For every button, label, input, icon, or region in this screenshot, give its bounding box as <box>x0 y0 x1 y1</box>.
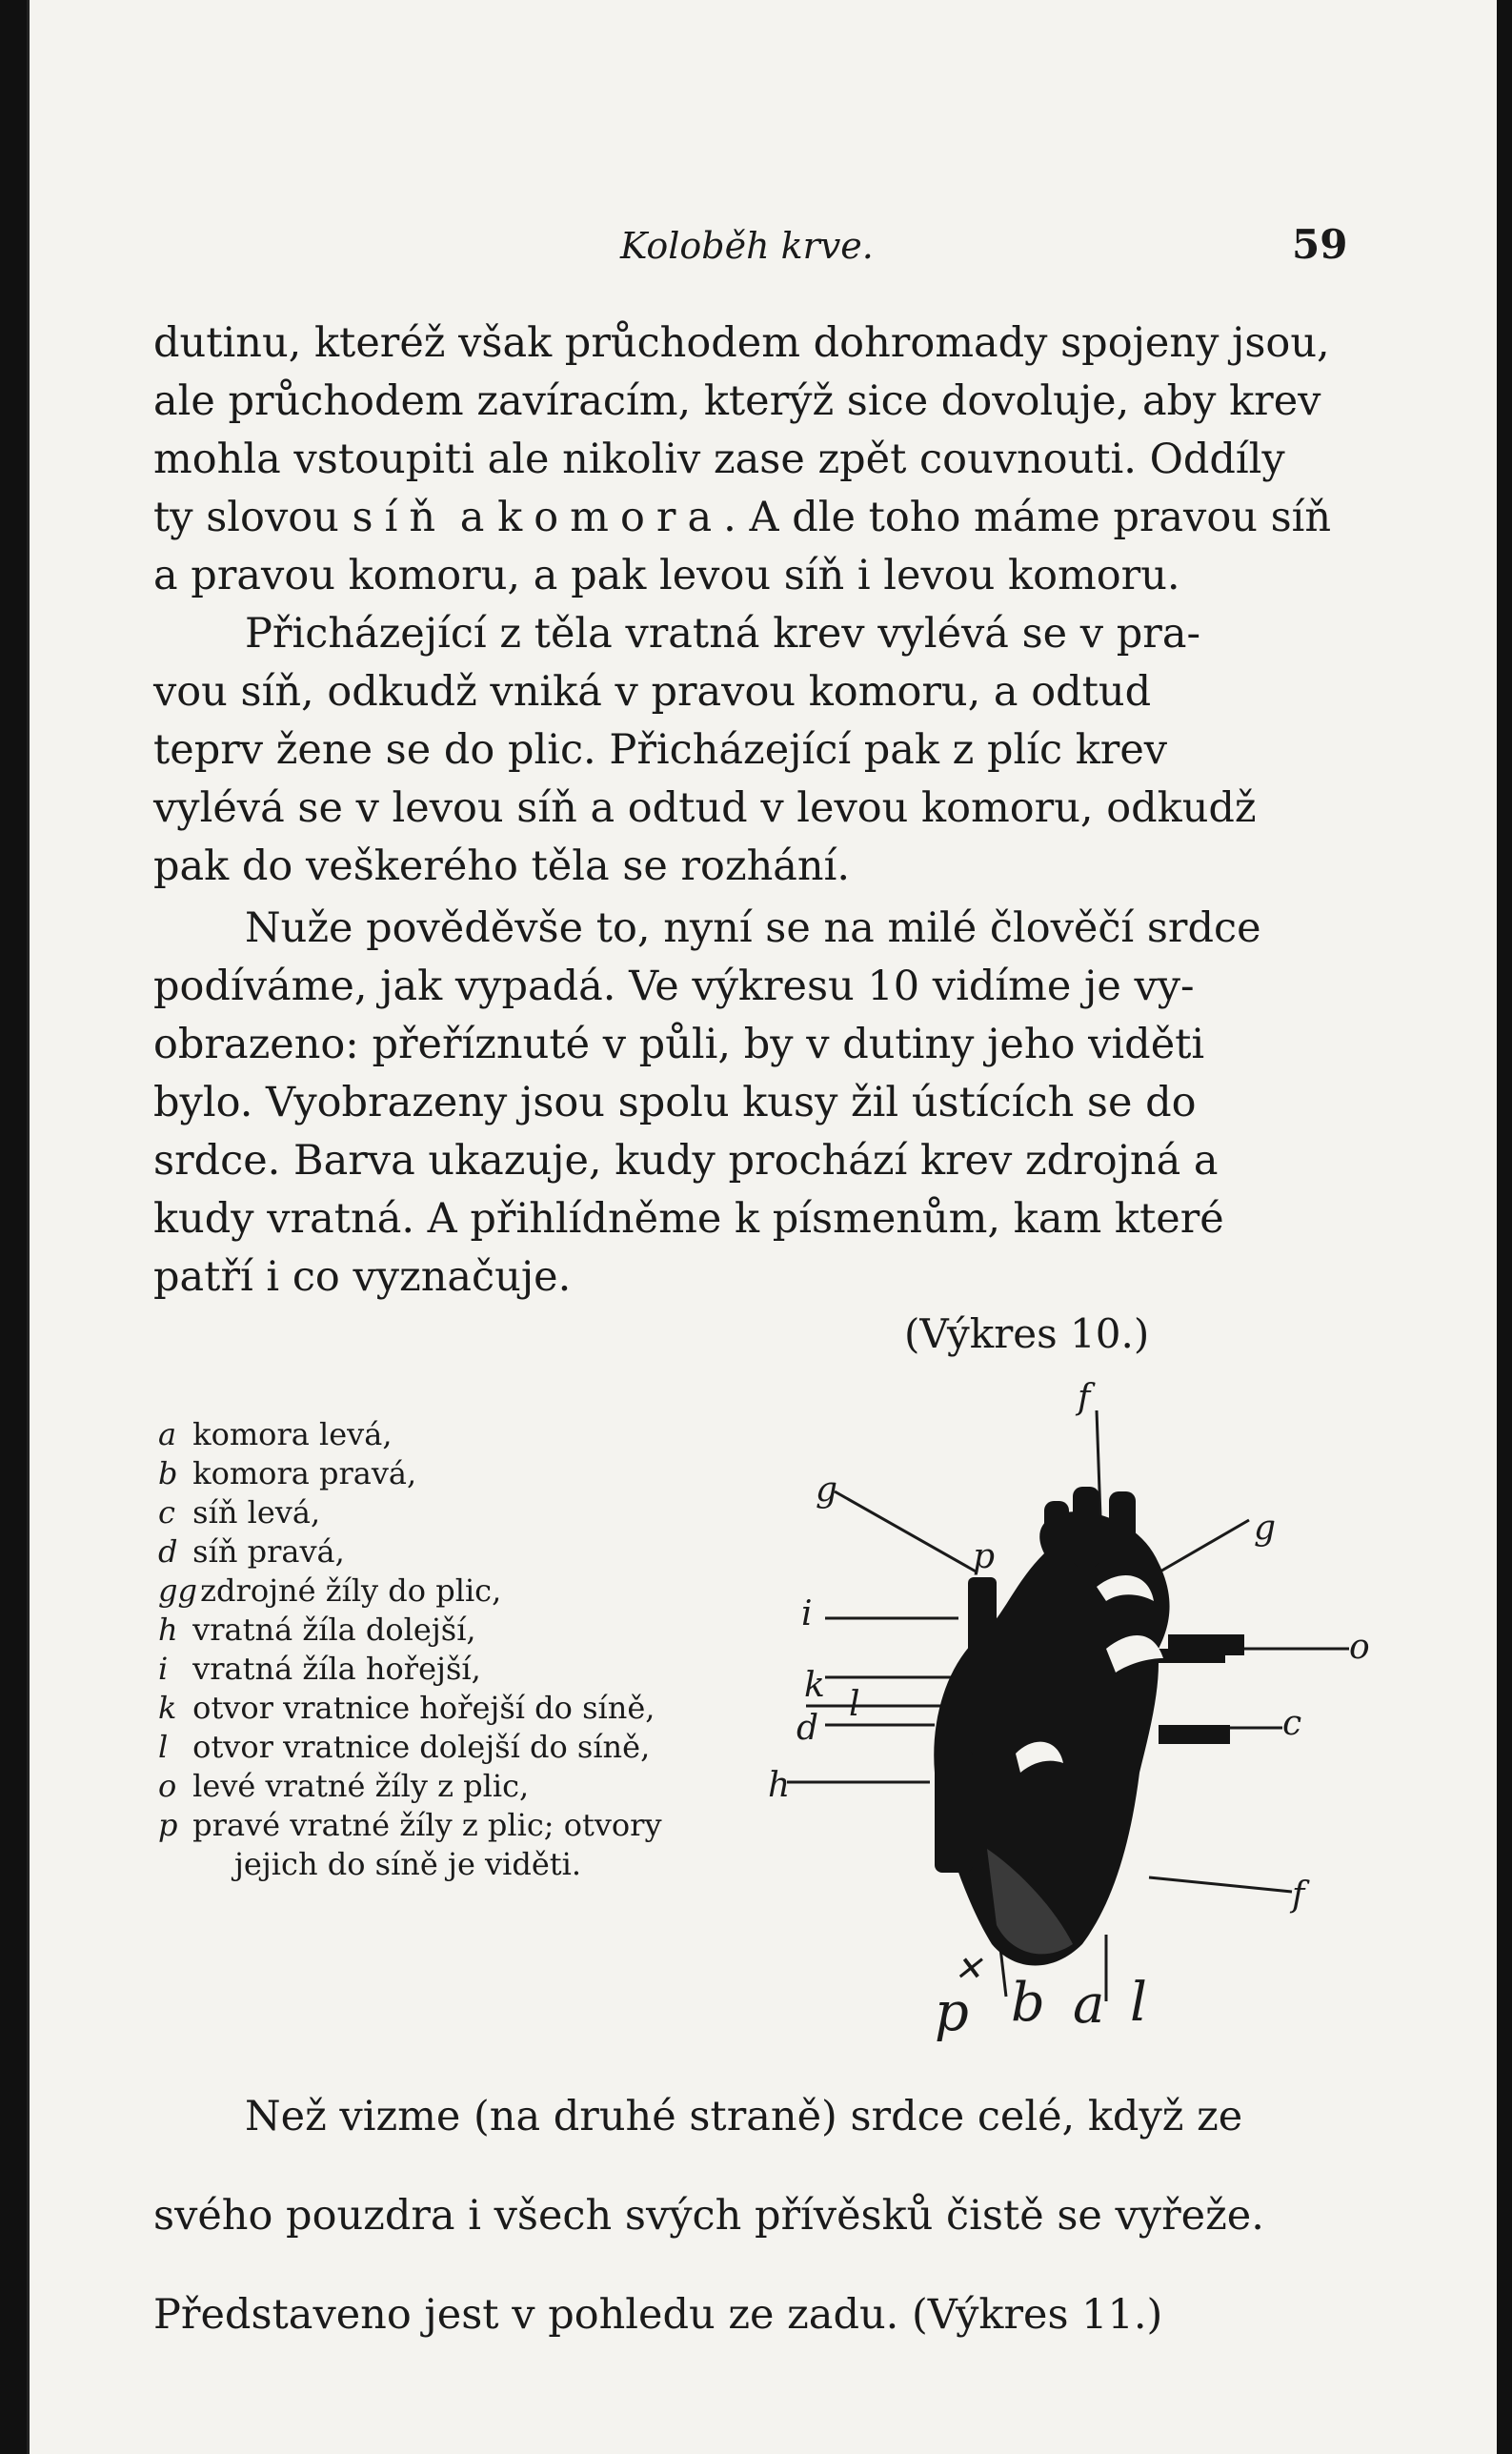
legend-text: otvor vratnice dolejší do síně, <box>192 1729 651 1765</box>
label-k: k <box>804 1666 825 1705</box>
pulmonary-vein <box>1168 1634 1244 1655</box>
label-g-right: g <box>1254 1509 1277 1548</box>
running-title: Koloběh krve. <box>620 225 874 267</box>
legend-item <box>158 1728 730 1767</box>
label-b-bottom: b <box>1011 1972 1045 2034</box>
legend-item <box>158 1572 730 1611</box>
legend-key: p <box>158 1807 178 1843</box>
label-g-left: g <box>816 1470 838 1510</box>
text-line: dutinu, kteréž však průchodem dohromady spojeny jsou, <box>153 319 1330 367</box>
text-line: vylévá se v levou síň a odtud v levou komoru, odkudž <box>153 784 1257 832</box>
text-line: mohla vstoupiti ale nikoliv zase zpět couvnouti. Oddíly <box>153 436 1285 483</box>
legend-key: a <box>158 1416 177 1452</box>
leader-line <box>835 1491 978 1572</box>
legend-key: b <box>158 1455 178 1491</box>
legend-key: l <box>158 1729 169 1765</box>
page-header <box>30 217 1497 274</box>
label-f-bottom: f <box>1292 1876 1305 1915</box>
legend-text: komora levá, <box>192 1416 393 1452</box>
text-line <box>153 489 1344 547</box>
text-line: Představeno jest v pohledu ze zadu. (Výkres 11.) <box>153 2291 1163 2339</box>
paragraph-1 <box>153 314 1344 896</box>
label-p-bottom: p <box>935 1981 969 2043</box>
aorta-stub <box>1044 1501 1069 1577</box>
label-h: h <box>768 1766 791 1805</box>
text-line: pak do veškerého těla se rozhání. <box>153 842 851 890</box>
text-line: obrazeno: přeříznuté v půli, by v dutiny jeho viděti <box>153 1021 1205 1068</box>
legend-key: gg <box>158 1572 197 1609</box>
inferior-vena-cava <box>935 1749 973 1873</box>
figure-legend <box>158 1415 730 1884</box>
text-line: Nuže pověděvše to, nyní se na milé člověčí srdce <box>245 904 1261 952</box>
legend-key: k <box>158 1690 177 1726</box>
legend-text: otvor vratnice hořejší do síně, <box>192 1690 655 1726</box>
text-line: teprv žene se do plic. Přicházející pak z plíc krev <box>153 726 1168 774</box>
text-line: vou síň, odkudž vniká v pravou komoru, a odtud <box>153 668 1152 716</box>
text-line: podíváme, jak vypadá. Ve výkresu 10 vidíme je vy- <box>153 963 1195 1010</box>
aorta-stub <box>1109 1491 1136 1568</box>
legend-text: komora pravá, <box>192 1455 417 1491</box>
text-line: Než vizme (na druhé straně) srdce celé, když ze <box>245 2093 1243 2140</box>
text-line: patří i co vyznačuje. <box>153 1253 572 1301</box>
legend-key: o <box>158 1768 177 1804</box>
figure-caption: (Výkres 10.) <box>904 1310 1150 1357</box>
leader-line <box>1159 1520 1249 1572</box>
text-line: bylo. Vyobrazeny jsou spolu kusy žil ústících se do <box>153 1079 1197 1126</box>
label-a-bottom: a <box>1073 1974 1105 2036</box>
text-fragment: ty slovou <box>153 494 353 541</box>
legend-item <box>158 1689 730 1728</box>
text-line: kudy vratná. A přihlídněme k písmenům, kam které <box>153 1195 1224 1243</box>
legend-item <box>158 1650 730 1689</box>
legend-key: d <box>158 1533 178 1570</box>
legend-item <box>158 1415 730 1454</box>
label-l-mid: l <box>849 1685 860 1724</box>
text-line: srdce. Barva ukazuje, kudy prochází krev zdrojná a <box>153 1137 1219 1185</box>
label-i: i <box>801 1594 813 1633</box>
label-l-bottom: l <box>1130 1972 1147 2034</box>
text-fragment: a <box>447 494 498 541</box>
label-p-top: p <box>973 1537 996 1576</box>
legend-item <box>158 1532 730 1572</box>
legend-key: i <box>158 1651 169 1687</box>
legend-item <box>158 1493 730 1532</box>
label-d: d <box>796 1709 819 1748</box>
emphasis-komora: komora <box>497 494 724 541</box>
label-o: o <box>1349 1628 1370 1667</box>
heart-diagram <box>730 1372 1397 2059</box>
text-fragment: . A dle toho máme pravou síň <box>723 494 1332 541</box>
heart-illustration <box>730 1372 1397 2059</box>
pulmonary-vein <box>1159 1725 1230 1744</box>
label-x-mark: ✕ <box>954 1950 983 1989</box>
label-f-top: f <box>1078 1378 1091 1417</box>
leader-line <box>1149 1877 1292 1892</box>
superior-vena-cava <box>968 1577 997 1711</box>
legend-key: c <box>158 1494 175 1531</box>
text-line: Přicházející z těla vratná krev vylévá se v pra- <box>245 610 1201 658</box>
legend-item <box>158 1454 730 1493</box>
aorta-stub <box>1073 1487 1099 1568</box>
legend-text: vratná žíla dolejší, <box>192 1612 476 1648</box>
paragraph-3 <box>153 2047 1344 2385</box>
emphasis-sin: síň <box>352 494 448 541</box>
paragraph-2 <box>153 900 1344 1307</box>
page-number: 59 <box>1292 221 1348 268</box>
legend-text: pravé vratné žíly z plic; otvory jejich do síně je viděti. <box>192 1807 662 1882</box>
legend-text: levé vratné žíly z plic, <box>192 1768 530 1804</box>
text-line: ale průchodem zavíracím, kterýž sice dovoluje, aby krev <box>153 377 1321 425</box>
legend-item <box>158 1611 730 1650</box>
legend-item <box>158 1767 730 1806</box>
text-line: svého pouzdra i všech svých přívěsků čistě se vyřeže. <box>153 2192 1264 2240</box>
legend-key: h <box>158 1612 178 1648</box>
legend-text: síň pravá, <box>192 1533 345 1570</box>
book-page <box>27 0 1497 2454</box>
text-line: a pravou komoru, a pak levou síň i levou komoru. <box>153 552 1180 599</box>
legend-text: síň levá, <box>192 1494 321 1531</box>
legend-text: vratná žíla hořejší, <box>192 1651 481 1687</box>
legend-text: zdrojné žíly do plic, <box>200 1572 502 1609</box>
legend-item <box>158 1806 730 1884</box>
label-c: c <box>1282 1704 1302 1743</box>
